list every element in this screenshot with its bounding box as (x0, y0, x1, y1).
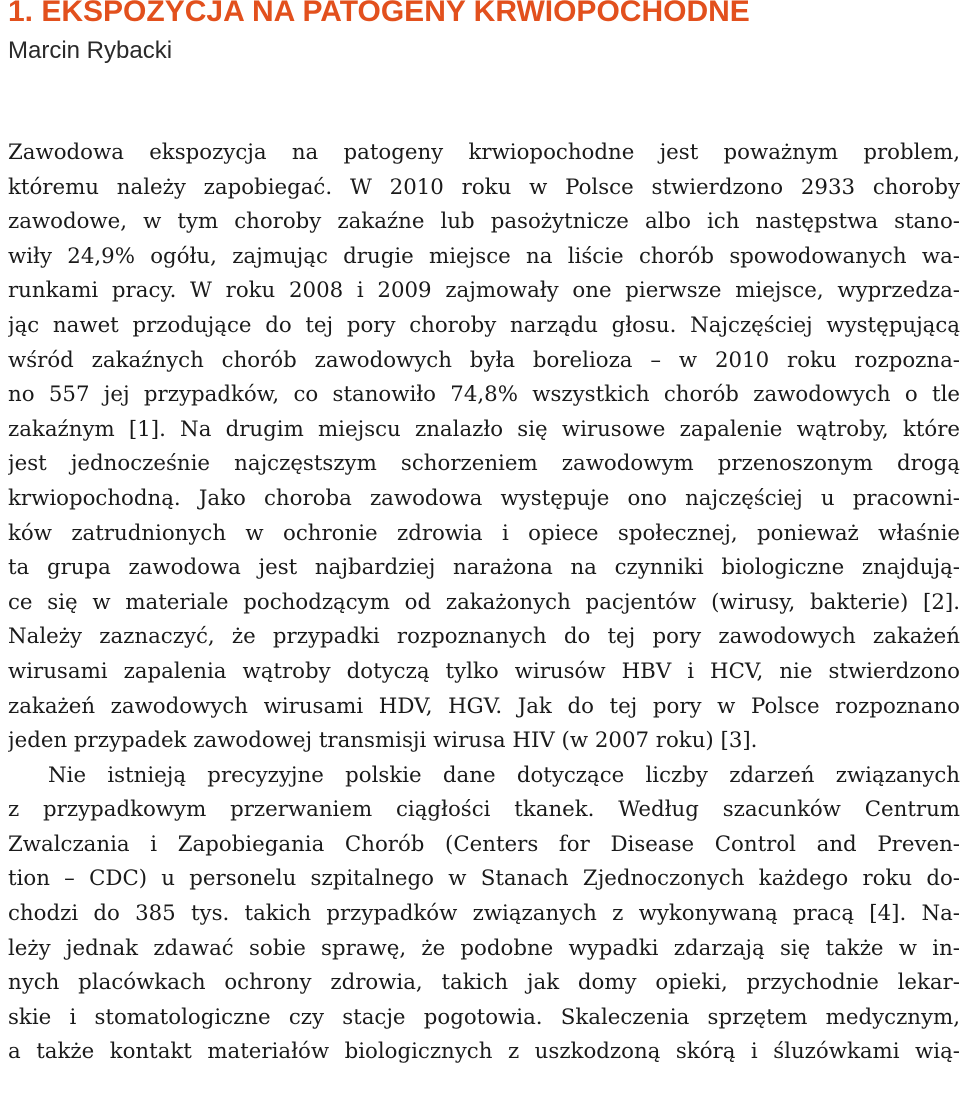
text-line: Zwalczania i Zapobiegania Chorób (Centers for Disease Control and Preven- (8, 831, 960, 857)
text-line: a także kontakt materiałów biologicznych z uszkodzoną skórą i śluzówkami wią- (8, 1039, 960, 1065)
text-line: z przypadkowym przerwaniem ciągłości tkanek. Według szacunków Centrum (8, 797, 960, 823)
text-line: Należy zaznaczyć, że przypadki rozpoznanych do tej pory zawodowych zakażeń (8, 624, 960, 650)
text-line: krwiopochodną. Jako choroba zawodowa występuje ono najczęściej u pracowni- (8, 485, 960, 511)
text-line: nych placówkach ochrony zdrowia, takich jak domy opieki, przychodnie lekar- (8, 970, 960, 996)
text-line: zakażeń zawodowych wirusami HDV, HGV. Jak do tej pory w Polsce rozpoznano (8, 693, 960, 719)
text-line: skie i stomatologiczne czy stacje pogotowia. Skaleczenia sprzętem medycznym, (8, 1004, 960, 1030)
text-line: no 557 jej przypadków, co stanowiło 74,8% wszystkich chorób zawodowych o tle (8, 382, 960, 408)
text-line: jest jednocześnie najczęstszym schorzeniem zawodowym przenoszonym drogą (8, 451, 960, 477)
text-line: tion – CDC) u personelu szpitalnego w Stanach Zjednoczonych każdego roku do- (8, 866, 960, 892)
text-line: wirusami zapalenia wątroby dotyczą tylko wirusów HBV i HCV, nie stwierdzono (8, 658, 960, 684)
text-line: leży jednak zdawać sobie sprawę, że podobne wypadki zdarzają się także w in- (8, 935, 960, 961)
text-line: zakaźnym [1]. Na drugim miejscu znalazło się wirusowe zapalenie wątroby, które (8, 416, 960, 442)
text-line: ków zatrudnionych w ochronie zdrowia i opiece społecznej, ponieważ właśnie (8, 520, 960, 546)
text-line: Nie istnieją precyzyjne polskie dane dotyczące liczby zdarzeń związanych (48, 762, 960, 788)
author-name: Marcin Rybacki (8, 37, 173, 64)
text-line: runkami pracy. W roku 2008 i 2009 zajmowały one pierwsze miejsce, wyprzedza- (8, 278, 960, 304)
text-line: zawodowe, w tym choroby zakaźne lub pasożytnicze albo ich następstwa stano- (8, 209, 960, 235)
text-line: wśród zakaźnych chorób zawodowych była borelioza – w 2010 roku rozpozna- (8, 347, 960, 373)
text-line: jąc nawet przodujące do tej pory choroby narządu głosu. Najczęściej występującą (8, 312, 960, 338)
paragraph (8, 136, 960, 759)
text-line: chodzi do 385 tys. takich przypadków związanych z wykonywaną pracą [4]. Na- (8, 901, 960, 927)
paragraph (8, 759, 960, 1070)
text-line: ta grupa zawodowa jest najbardziej narażona na czynniki biologiczne znajdują- (8, 555, 960, 581)
text-line: któremu należy zapobiegać. W 2010 roku w Polsce stwierdzono 2933 choroby (8, 174, 960, 200)
chapter-title: 1. EKSPOZYCJA NA PATOGENY KRWIOPOCHODNE (8, 0, 750, 28)
text-line: jeden przypadek zawodowej transmisji wirusa HIV (w 2007 roku) [3]. (8, 728, 758, 754)
text-line: ce się w materiale pochodzącym od zakażonych pacjentów (wirusy, bakterie) [2]. (8, 589, 960, 615)
body-text (8, 136, 960, 1070)
text-line: wiły 24,9% ogółu, zajmując drugie miejsce na liście chorób spowodowanych wa- (8, 243, 960, 269)
text-line: Zawodowa ekspozycja na patogeny krwiopochodne jest poważnym problem, (8, 140, 960, 165)
